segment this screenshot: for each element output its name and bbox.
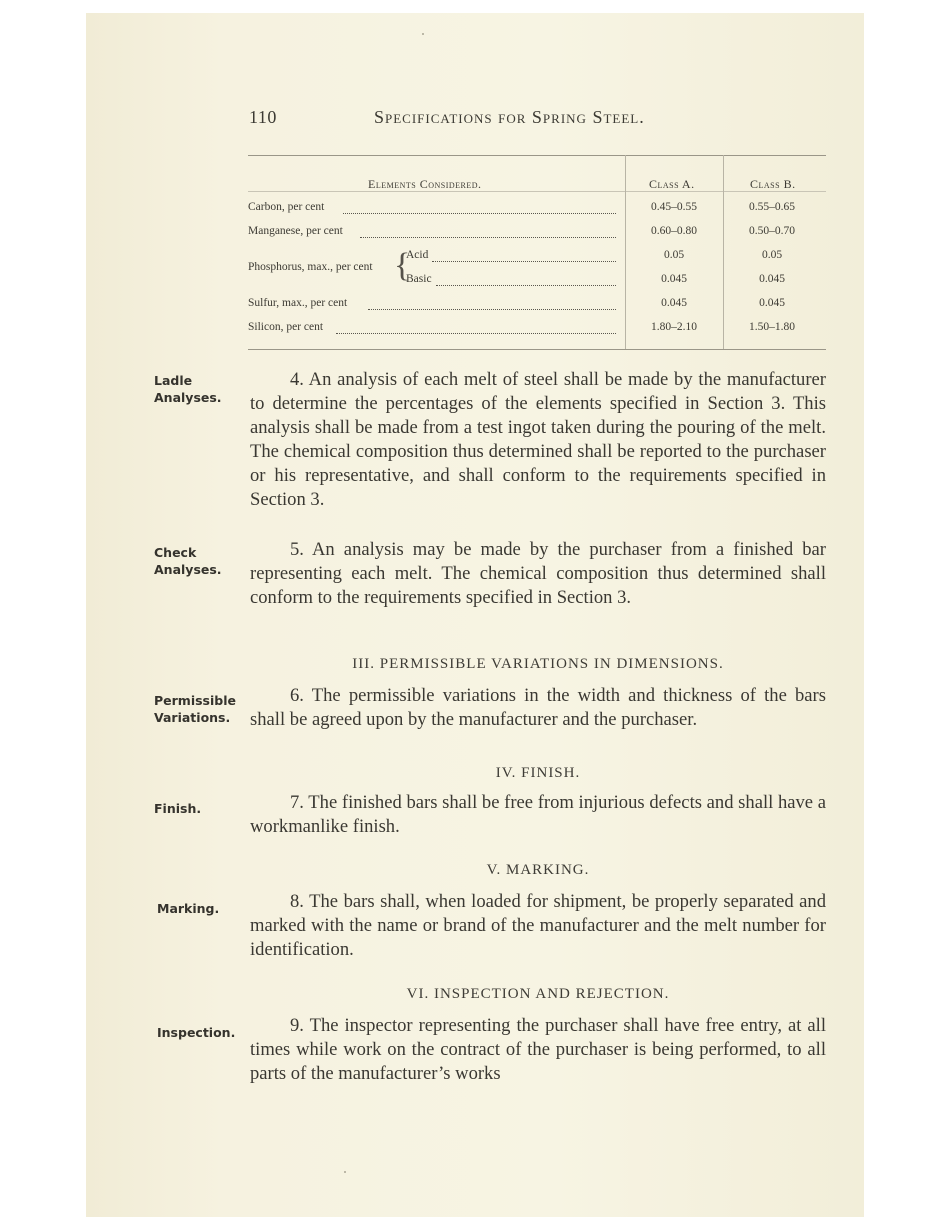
paragraph-6: 6. The permissible variations in the width and thickness of the bars shall be agreed upon by the manufacturer and the purchaser. bbox=[250, 685, 826, 730]
table-column-divider bbox=[625, 155, 626, 349]
cell-phosphorus-basic-class-b: 0.045 bbox=[759, 273, 785, 285]
row-label-manganese: Manganese, per cent bbox=[248, 225, 343, 237]
page-header bbox=[249, 105, 849, 129]
table-header-rule bbox=[248, 191, 826, 192]
paragraph-9: 9. The inspector representing the purchaser shall have free entry, at all times while work on the contract of the purchaser is being performed, to all parts of the manufacturer’s works bbox=[250, 1015, 826, 1084]
section-heading-marking: V. MARKING. bbox=[486, 862, 590, 878]
composition-table bbox=[248, 153, 826, 353]
paragraph-5: 5. An analysis may be made by the purchaser from a finished bar representing each melt. The chemical composition thus determined shall conform to the requirements specified in Section 3. bbox=[250, 539, 826, 608]
row-label-carbon: Carbon, per cent bbox=[248, 201, 325, 213]
paragraph-7: 7. The finished bars shall be free from injurious defects and shall have a workmanlike finish. bbox=[250, 792, 826, 837]
paragraph-8: 8. The bars shall, when loaded for shipment, be properly separated and marked with the name or brand of the manufacturer and the melt number for identification. bbox=[250, 891, 826, 960]
margin-note-check-analyses: Check Analyses. bbox=[154, 545, 222, 577]
leader-dots bbox=[336, 333, 616, 334]
row-sublabel-acid: Acid bbox=[406, 249, 429, 261]
cell-silicon-class-b: 1.50–1.80 bbox=[749, 321, 795, 333]
brace-glyph: { bbox=[394, 247, 411, 284]
row-sublabel-basic: Basic bbox=[406, 273, 432, 285]
section-heading-finish: IV. FINISH. bbox=[495, 765, 581, 781]
margin-note-finish: Finish. bbox=[154, 801, 202, 816]
cell-sulfur-class-a: 0.045 bbox=[661, 297, 687, 309]
cell-phosphorus-acid-class-b: 0.05 bbox=[761, 249, 783, 261]
book-page bbox=[86, 13, 864, 1217]
leader-dots bbox=[432, 261, 616, 262]
margin-note-marking: Marking. bbox=[157, 901, 220, 916]
section-heading-permissible-variations: III. PERMISSIBLE VARIATIONS IN DIMENSIONS. bbox=[352, 656, 724, 672]
table-top-rule bbox=[248, 155, 826, 156]
column-header-elements: Elements Considered. bbox=[368, 177, 482, 191]
column-header-class-b: Class B. bbox=[750, 177, 796, 191]
margin-note-permissible-variations: Permissible Variations. bbox=[154, 693, 236, 725]
margin-note-ladle-analyses: Ladle Analyses. bbox=[154, 373, 222, 405]
running-title: Specifications for Spring Steel. bbox=[374, 107, 645, 127]
cell-carbon-class-b: 0.55–0.65 bbox=[749, 201, 795, 213]
leader-dots bbox=[368, 309, 616, 310]
row-label-sulfur: Sulfur, max., per cent bbox=[248, 297, 348, 309]
cell-silicon-class-a: 1.80–2.10 bbox=[651, 321, 697, 333]
leader-dots bbox=[343, 213, 616, 214]
page-number: 110 bbox=[249, 107, 277, 127]
paper-speck bbox=[344, 1171, 346, 1173]
cell-sulfur-class-b: 0.045 bbox=[759, 297, 785, 309]
cell-phosphorus-basic-class-a: 0.045 bbox=[661, 273, 687, 285]
leader-dots bbox=[436, 285, 616, 286]
row-label-silicon: Silicon, per cent bbox=[248, 321, 324, 333]
section-heading-inspection: VI. INSPECTION AND REJECTION. bbox=[406, 986, 670, 1002]
table-column-divider bbox=[723, 155, 724, 349]
paper-speck bbox=[422, 33, 424, 35]
paragraph-4: 4. An analysis of each melt of steel shall be made by the manufacturer to determine the percentages of the elements specified in Section 3. This analysis shall be made from a test ingot taken during the pouring of the melt. The chemical composition thus determined shall be reported to the purchaser or his representative, and shall conform to the requirements specified in Section 3. bbox=[250, 369, 826, 510]
leader-dots bbox=[360, 237, 616, 238]
table-bottom-rule bbox=[248, 349, 826, 350]
margin-note-inspection: Inspection. bbox=[157, 1025, 236, 1040]
cell-phosphorus-acid-class-a: 0.05 bbox=[663, 249, 685, 261]
cell-manganese-class-a: 0.60–0.80 bbox=[651, 225, 697, 237]
column-header-class-a: Class A. bbox=[649, 177, 695, 191]
cell-carbon-class-a: 0.45–0.55 bbox=[651, 201, 697, 213]
row-label-phosphorus: Phosphorus, max., per cent bbox=[248, 261, 373, 273]
cell-manganese-class-b: 0.50–0.70 bbox=[749, 225, 795, 237]
